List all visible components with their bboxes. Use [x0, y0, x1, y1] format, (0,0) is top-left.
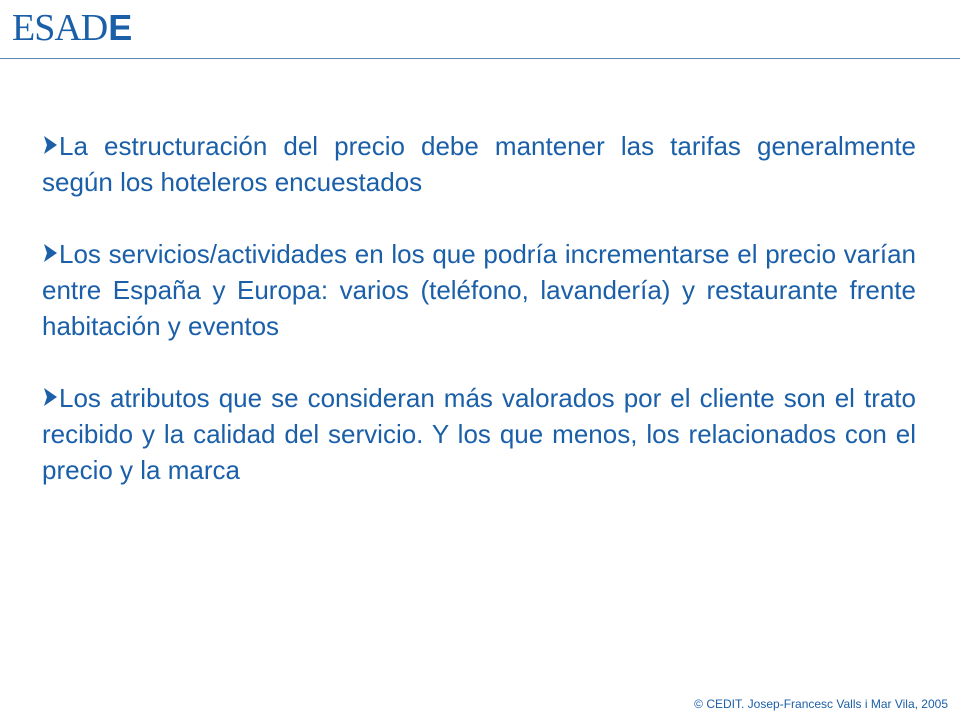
esade-logo: ESAD E	[12, 7, 132, 49]
copyright-footer: © CEDIT. Josep-Francesc Valls i Mar Vila, 2005	[694, 697, 948, 711]
bullet-item	[42, 236, 916, 344]
bullet-item	[42, 380, 916, 488]
bullet-item	[42, 128, 916, 200]
bullet-list	[42, 128, 916, 488]
bullet-text: Los atributos que se consideran más valorados por el cliente son el trato recibido y la calidad del servicio. Y los que menos, los relacionados con el precio y la marca	[42, 383, 916, 485]
bullet-text: La estructuración del precio debe mantener las tarifas generalmente según los hoteleros encuestados	[42, 131, 916, 197]
bullet-text: Los servicios/actividades en los que podría incrementarse el precio varían entre España y Europa: varios (teléfono, lavandería) y restaurante frente habitación y eventos	[42, 239, 916, 341]
arrow-bullet-icon	[42, 386, 58, 408]
header-divider	[0, 58, 960, 59]
arrow-bullet-icon	[42, 134, 58, 156]
arrow-bullet-icon	[42, 242, 58, 264]
